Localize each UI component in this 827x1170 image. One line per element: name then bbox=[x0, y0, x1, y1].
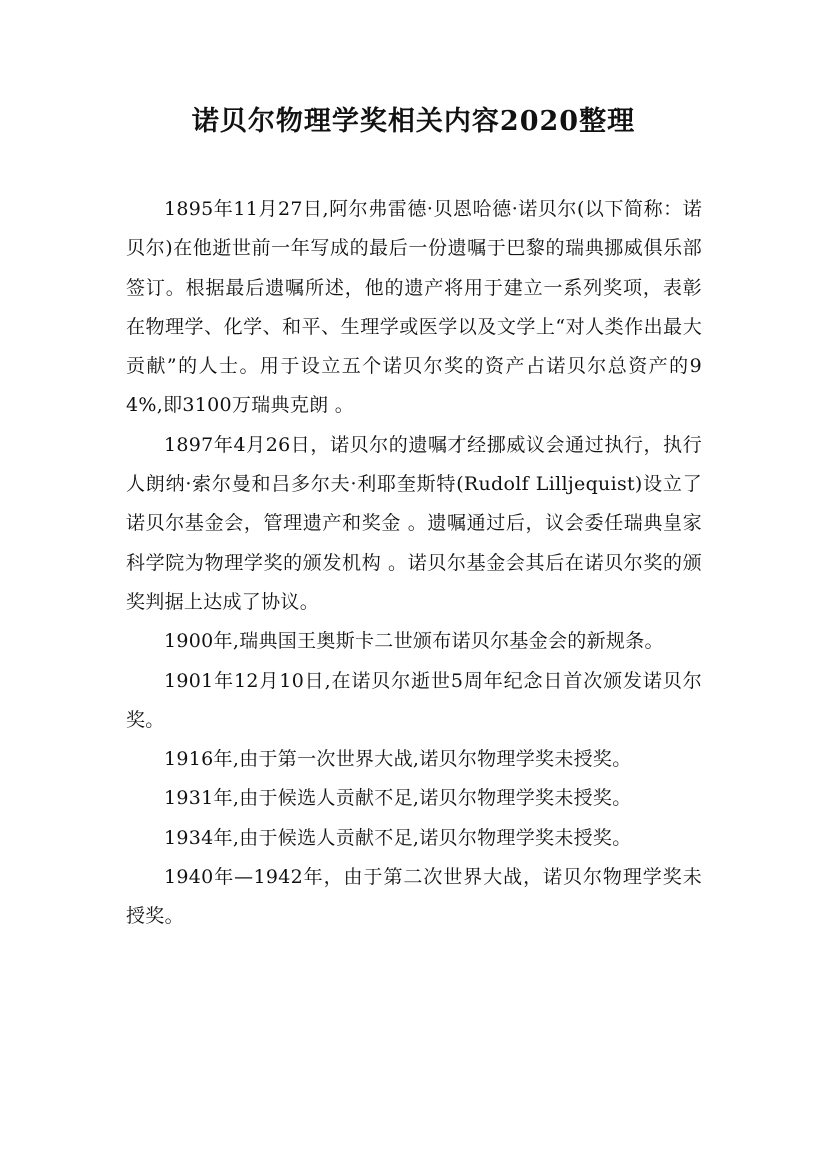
paragraph-1916: 1916年,由于第一次世界大战,诺贝尔物理学奖未授奖。 bbox=[164, 748, 632, 771]
document-title: 诺贝尔物理学奖相关内容2020整理 bbox=[191, 106, 636, 137]
document-body bbox=[126, 190, 702, 937]
paragraph-1901-first-award: 1901年12月10日,在诺贝尔逝世5周年纪念日首次颁发诺贝尔奖。 bbox=[126, 669, 702, 731]
paragraph-1900-statutes: 1900年,瑞典国王奥斯卡二世颁布诺贝尔基金会的新规条。 bbox=[164, 630, 664, 653]
paragraph-1931: 1931年,由于候选人贡献不足,诺贝尔物理学奖未授奖。 bbox=[164, 787, 632, 810]
paragraph-1934: 1934年,由于候选人贡献不足,诺贝尔物理学奖未授奖。 bbox=[164, 826, 632, 849]
paragraph-1897-foundation: 1897年4月26日，诺贝尔的遗嘱才经挪威议会通过执行，执行人朗纳·索尔曼和吕多尔夫·利耶奎斯特(Rudolf Lilljequist)设立了诺贝尔基金会，管理遗产和奖金 。遗嘱通过后，议会委任瑞典皇家科学院为物理学奖的颁发机构 。诺贝尔基金会其后在诺贝尔奖的颁奖判据上达成了协议。 bbox=[126, 433, 702, 613]
paragraph-1940-1942: 1940年—1942年，由于第二次世界大战，诺贝尔物理学奖未授奖。 bbox=[126, 866, 702, 928]
paragraph-1895-will: 1895年11月27日,阿尔弗雷德·贝恩哈德·诺贝尔(以下简称：诺贝尔)在他逝世前一年写成的最后一份遗嘱于巴黎的瑞典挪威俱乐部签订。根据最后遗嘱所述，他的遗产将用于建立一系列奖项，表彰在物理学、化学、和平、生理学或医学以及文学上“对人类作出最大贡献”的人士。用于设立五个诺贝尔奖的资产占诺贝尔总资产的94%,即3100万瑞典克朗 。 bbox=[126, 198, 702, 417]
